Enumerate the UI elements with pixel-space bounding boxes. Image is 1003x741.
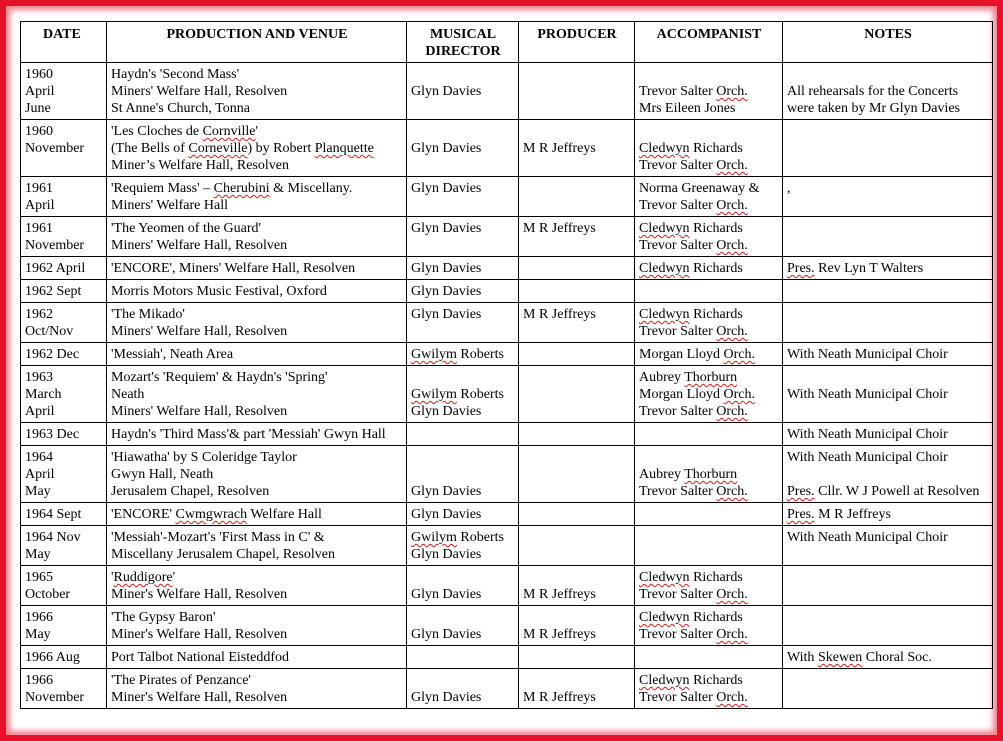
producer-cell [519, 503, 635, 526]
productions-table [20, 21, 993, 709]
cell-line: Gwilym Roberts [411, 530, 504, 545]
cell-line: Morgan Lloyd Orch. [639, 387, 756, 402]
cell-line: June [25, 101, 51, 116]
cell-line: 1960 [25, 67, 53, 82]
date-cell [21, 566, 107, 606]
table-row [21, 446, 993, 503]
notes-cell [783, 217, 993, 257]
notes-cell [783, 606, 993, 646]
table-header-row [21, 22, 993, 63]
producer-cell [519, 566, 635, 606]
cell-line: With Skewen Choral Soc. [787, 650, 932, 665]
producer-cell [519, 63, 635, 120]
notes-cell [783, 177, 993, 217]
date-cell [21, 217, 107, 257]
cell-line [523, 123, 631, 140]
cell-line [523, 569, 631, 586]
cell-line: Miner's Welfare Hall, Resolven [111, 587, 288, 602]
cell-line: Oct/Nov [25, 324, 74, 339]
cell-line: Cledwyn Richards [639, 610, 743, 625]
accompanist-cell [635, 280, 783, 303]
notes-cell [783, 503, 993, 526]
accompanist-cell [635, 669, 783, 709]
accompanist-cell [635, 646, 783, 669]
cell-line: Cledwyn Richards [639, 673, 743, 688]
cell-line: Trevor Salter Orch. [639, 404, 748, 419]
producer-cell [519, 177, 635, 217]
cell-line: 1962 Dec [25, 347, 80, 362]
date-cell [21, 503, 107, 526]
cell-line: Miners' Welfare Hall, Resolven [111, 84, 288, 99]
table-row [21, 343, 993, 366]
notes-cell [783, 423, 993, 446]
cell-line: Cledwyn Richards [639, 141, 743, 156]
cell-line: All rehearsals for the Concerts [787, 84, 959, 99]
date-cell [21, 606, 107, 646]
table-row [21, 526, 993, 566]
cell-line: November [25, 141, 85, 156]
notes-cell [783, 646, 993, 669]
table-row [21, 280, 993, 303]
notes-cell [783, 303, 993, 343]
cell-line: April [25, 84, 55, 99]
cell-line: May [25, 547, 51, 562]
cell-line: 1964 [25, 450, 53, 465]
musical-director-cell [407, 177, 519, 217]
cell-line: St Anne's Church, Tonna [111, 101, 250, 116]
cell-line: Pres. Rev Lyn T Walters [787, 261, 924, 276]
table-row [21, 646, 993, 669]
cell-line: Pres. M R Jeffreys [787, 507, 891, 522]
notes-cell [783, 120, 993, 177]
producer-cell [519, 120, 635, 177]
production-cell [107, 366, 407, 423]
cell-line: April [25, 467, 55, 482]
cell-line: Glyn Davies [411, 221, 482, 236]
cell-line: Miners' Welfare Hall [111, 198, 228, 213]
cell-line: M R Jeffreys [523, 307, 596, 322]
cell-line: Miner's Welfare Hall, Resolven [111, 627, 288, 642]
accompanist-cell [635, 120, 783, 177]
cell-line: Cledwyn Richards [639, 221, 743, 236]
cell-line: November [25, 238, 85, 253]
cell-line: M R Jeffreys [523, 690, 596, 705]
producer-cell [519, 646, 635, 669]
producer-cell [519, 303, 635, 343]
notes-cell [783, 446, 993, 503]
accompanist-cell [635, 303, 783, 343]
cell-line: Trevor Salter Orch. [639, 690, 748, 705]
cell-line [639, 449, 779, 466]
cell-line: 1962 [25, 307, 53, 322]
cell-line: Trevor Salter Orch. [639, 84, 748, 99]
table-row [21, 566, 993, 606]
cell-line: 'ENCORE', Miners' Welfare Hall, Resolven [111, 261, 356, 276]
cell-line: 1964 Nov [25, 530, 81, 545]
header-musical-director: MUSICAL DIRECTOR [407, 22, 519, 63]
cell-line [411, 449, 515, 466]
cell-line [411, 369, 515, 386]
cell-line [411, 569, 515, 586]
producer-cell [519, 446, 635, 503]
accompanist-cell [635, 503, 783, 526]
cell-line: Port Talbot National Eisteddfod [111, 650, 290, 665]
table-row [21, 120, 993, 177]
musical-director-cell [407, 446, 519, 503]
musical-director-cell [407, 423, 519, 446]
production-cell [107, 280, 407, 303]
cell-line: 1961 [25, 181, 53, 196]
production-cell [107, 257, 407, 280]
table-row [21, 303, 993, 343]
cell-line: 'The Gypsy Baron' [111, 610, 216, 625]
date-cell [21, 257, 107, 280]
date-cell [21, 423, 107, 446]
cell-line [523, 609, 631, 626]
cell-line: Trevor Salter Orch. [639, 587, 748, 602]
cell-line: October [25, 587, 71, 602]
producer-cell [519, 423, 635, 446]
cell-line: With Neath Municipal Choir [787, 450, 948, 465]
notes-cell [783, 257, 993, 280]
date-cell [21, 120, 107, 177]
cell-line: , [787, 181, 791, 196]
production-cell [107, 446, 407, 503]
table-body [21, 63, 993, 709]
musical-director-cell [407, 303, 519, 343]
cell-line: Glyn Davies [411, 84, 482, 99]
cell-line [523, 672, 631, 689]
cell-line: 'Requiem Mass' – Cherubini & Miscellany. [111, 181, 353, 196]
musical-director-cell [407, 257, 519, 280]
producer-cell [519, 669, 635, 709]
production-cell [107, 669, 407, 709]
accompanist-cell [635, 526, 783, 566]
header-notes: NOTES [783, 22, 993, 63]
cell-line: Morris Motors Music Festival, Oxford [111, 284, 327, 299]
musical-director-cell [407, 566, 519, 606]
accompanist-cell [635, 343, 783, 366]
cell-line: 1963 [25, 370, 53, 385]
cell-line: Neath [111, 387, 145, 402]
cell-line: Glyn Davies [411, 404, 482, 419]
table-row [21, 257, 993, 280]
musical-director-cell [407, 343, 519, 366]
cell-line [411, 123, 515, 140]
cell-line: 'The Pirates of Penzance' [111, 673, 251, 688]
cell-line: Gwyn Hall, Neath [111, 467, 214, 482]
accompanist-cell [635, 566, 783, 606]
cell-line: Miner’s Welfare Hall, Resolven [111, 158, 289, 173]
cell-line: Miner's Welfare Hall, Resolven [111, 690, 288, 705]
musical-director-cell [407, 217, 519, 257]
cell-line: M R Jeffreys [523, 141, 596, 156]
cell-line: Cledwyn Richards [639, 570, 743, 585]
cell-line: Cledwyn Richards [639, 307, 743, 322]
cell-line: Glyn Davies [411, 261, 482, 276]
cell-line: Trevor Salter Orch. [639, 238, 748, 253]
cell-line: Trevor Salter Orch. [639, 198, 748, 213]
cell-line: Trevor Salter Orch. [639, 324, 748, 339]
cell-line: Norma Greenaway & [639, 181, 760, 196]
musical-director-cell [407, 503, 519, 526]
cell-line: April [25, 404, 55, 419]
cell-line: 1966 [25, 610, 53, 625]
accompanist-cell [635, 606, 783, 646]
cell-line: Glyn Davies [411, 307, 482, 322]
cell-line: Glyn Davies [411, 484, 482, 499]
cell-line: Gwilym Roberts [411, 347, 504, 362]
cell-line: May [25, 484, 51, 499]
cell-line: M R Jeffreys [523, 587, 596, 602]
cell-line: Miners' Welfare Hall, Resolven [111, 238, 288, 253]
cell-line [411, 672, 515, 689]
musical-director-cell [407, 63, 519, 120]
cell-line: Trevor Salter Orch. [639, 158, 748, 173]
cell-line: Glyn Davies [411, 547, 482, 562]
cell-line: Haydn's 'Third Mass'& part 'Messiah' Gwyn Hall [111, 427, 386, 442]
date-cell [21, 280, 107, 303]
date-cell [21, 303, 107, 343]
cell-line: Glyn Davies [411, 627, 482, 642]
producer-cell [519, 217, 635, 257]
cell-line: 'Hiawatha' by S Coleridge Taylor [111, 450, 297, 465]
cell-line: March [25, 387, 62, 402]
cell-line: 1966 Aug [25, 650, 80, 665]
table-row [21, 217, 993, 257]
production-cell [107, 177, 407, 217]
accompanist-cell [635, 177, 783, 217]
cell-line [787, 466, 989, 483]
cell-line: 1961 [25, 221, 53, 236]
cell-line: M R Jeffreys [523, 221, 596, 236]
cell-line: 1965 [25, 570, 53, 585]
notes-cell [783, 526, 993, 566]
table-row [21, 63, 993, 120]
cell-line: Miscellany Jerusalem Chapel, Resolven [111, 547, 335, 562]
cell-line: 1962 April [25, 261, 86, 276]
cell-line: Gwilym Roberts [411, 387, 504, 402]
musical-director-cell [407, 606, 519, 646]
cell-line: 1960 [25, 124, 53, 139]
cell-line: Glyn Davies [411, 141, 482, 156]
producer-cell [519, 343, 635, 366]
notes-cell [783, 566, 993, 606]
cell-line: November [25, 690, 85, 705]
production-cell [107, 63, 407, 120]
header-production: PRODUCTION AND VENUE [107, 22, 407, 63]
producer-cell [519, 257, 635, 280]
production-cell [107, 566, 407, 606]
cell-line: Cledwyn Richards [639, 261, 743, 276]
cell-line: Trevor Salter Orch. [639, 484, 748, 499]
production-cell [107, 120, 407, 177]
accompanist-cell [635, 366, 783, 423]
cell-line: 'Les Cloches de Cornville' [111, 124, 258, 139]
cell-line: Glyn Davies [411, 587, 482, 602]
notes-cell [783, 63, 993, 120]
cell-line: Mrs Eileen Jones [639, 101, 736, 116]
cell-line: 'Messiah'-Mozart's 'First Mass in C' & [111, 530, 325, 545]
header-producer: PRODUCER [519, 22, 635, 63]
cell-line: Miners' Welfare Hall, Resolven [111, 324, 288, 339]
accompanist-cell [635, 63, 783, 120]
cell-line: April [25, 198, 55, 213]
cell-line: Aubrey Thorburn [639, 467, 738, 482]
cell-line: (The Bells of Corneville) by Robert Planquette [111, 141, 374, 156]
cell-line: With Neath Municipal Choir [787, 427, 948, 442]
producer-cell [519, 366, 635, 423]
accompanist-cell [635, 423, 783, 446]
cell-line: 1964 Sept [25, 507, 82, 522]
cell-line: 1962 Sept [25, 284, 82, 299]
accompanist-cell [635, 446, 783, 503]
cell-line: May [25, 627, 51, 642]
cell-line: Glyn Davies [411, 181, 482, 196]
notes-cell [783, 343, 993, 366]
production-cell [107, 503, 407, 526]
cell-line: With Neath Municipal Choir [787, 387, 948, 402]
date-cell [21, 63, 107, 120]
cell-line: Mozart's 'Requiem' & Haydn's 'Spring' [111, 370, 328, 385]
header-date: DATE [21, 22, 107, 63]
date-cell [21, 526, 107, 566]
notes-cell [783, 280, 993, 303]
date-cell [21, 366, 107, 423]
cell-line: With Neath Municipal Choir [787, 530, 948, 545]
cell-line: Trevor Salter Orch. [639, 627, 748, 642]
musical-director-cell [407, 120, 519, 177]
cell-line [787, 66, 989, 83]
table-row [21, 177, 993, 217]
production-cell [107, 526, 407, 566]
production-cell [107, 343, 407, 366]
date-cell [21, 669, 107, 709]
producer-cell [519, 526, 635, 566]
cell-line: Haydn's 'Second Mass' [111, 67, 240, 82]
table-row [21, 503, 993, 526]
cell-line: 'Ruddigore' [111, 570, 176, 585]
table-row [21, 606, 993, 646]
musical-director-cell [407, 526, 519, 566]
cell-line: Jerusalem Chapel, Resolven [111, 484, 270, 499]
production-cell [107, 646, 407, 669]
cell-line [639, 123, 779, 140]
cell-line: 1963 Dec [25, 427, 80, 442]
notes-cell [783, 669, 993, 709]
table-row [21, 669, 993, 709]
cell-line: Morgan Lloyd Orch. [639, 347, 756, 362]
producer-cell [519, 280, 635, 303]
producer-cell [519, 606, 635, 646]
musical-director-cell [407, 366, 519, 423]
cell-line [787, 369, 989, 386]
date-cell [21, 177, 107, 217]
cell-line: 1966 [25, 673, 53, 688]
date-cell [21, 343, 107, 366]
cell-line: 'ENCORE' Cwmgwrach Welfare Hall [111, 507, 322, 522]
date-cell [21, 446, 107, 503]
cell-line: 'The Mikado' [111, 307, 185, 322]
production-cell [107, 217, 407, 257]
cell-line: Pres. Cllr. W J Powell at Resolven [787, 484, 980, 499]
production-cell [107, 303, 407, 343]
cell-line: were taken by Mr Glyn Davies [787, 101, 961, 116]
musical-director-cell [407, 646, 519, 669]
cell-line: Glyn Davies [411, 690, 482, 705]
cell-line: 'Messiah', Neath Area [111, 347, 234, 362]
cell-line [411, 466, 515, 483]
cell-line: Glyn Davies [411, 284, 482, 299]
cell-line: 'The Yeomen of the Guard' [111, 221, 262, 236]
header-accompanist: ACCOMPANIST [635, 22, 783, 63]
table-row [21, 366, 993, 423]
production-cell [107, 606, 407, 646]
date-cell [21, 646, 107, 669]
cell-line: With Neath Municipal Choir [787, 347, 948, 362]
cell-line [411, 609, 515, 626]
accompanist-cell [635, 217, 783, 257]
notes-cell [783, 366, 993, 423]
cell-line: Glyn Davies [411, 507, 482, 522]
cell-line [411, 66, 515, 83]
cell-line: Miners' Welfare Hall, Resolven [111, 404, 288, 419]
musical-director-cell [407, 280, 519, 303]
accompanist-cell [635, 257, 783, 280]
cell-line: Aubrey Thorburn [639, 370, 738, 385]
musical-director-cell [407, 669, 519, 709]
cell-line: M R Jeffreys [523, 627, 596, 642]
table-row [21, 423, 993, 446]
production-cell [107, 423, 407, 446]
cell-line [639, 66, 779, 83]
